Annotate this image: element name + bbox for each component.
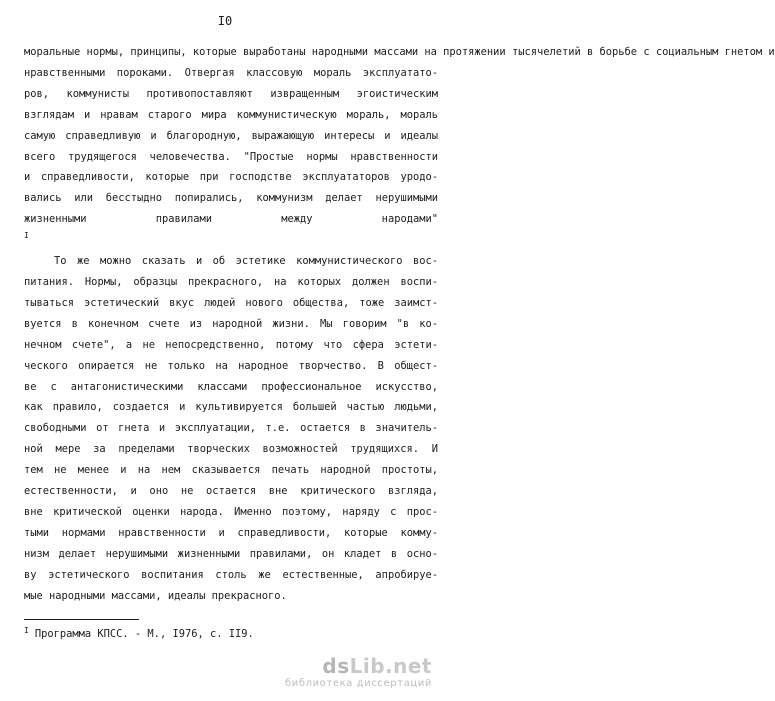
text-line: как правило, создается и культивируется большей частью людьми,: [24, 401, 438, 414]
footnote-text: Программа КПСС. - М., I976, с. II9.: [34, 628, 254, 640]
footnote-marker: I: [24, 626, 29, 635]
text-line: ческого опирается не только на народное творчество. В общест-: [24, 359, 438, 372]
text-line: вне критической оценки народа. Именно поэтому, наряду с прос-: [24, 505, 438, 518]
text-line: тем не менее и на нем сказывается печать народной простоты,: [24, 464, 438, 477]
text-line: самую справедливую и благородную, выражающую интересы и идеалы: [24, 129, 438, 142]
page-number: I0: [217, 14, 233, 28]
text-line: питания. Нормы, образцы прекрасного, на которых должен воспи-: [24, 275, 438, 288]
text-line: ной мере за пределами творческих возможностей трудящихся. И: [24, 443, 438, 456]
footnote: [24, 626, 254, 642]
text-line: вуется в конечном счете из народной жизни. Мы говорим "в ко-: [24, 317, 438, 330]
footnote-reference: I: [24, 231, 29, 241]
text-line: ве с антагонистическими классами профессиональное искусство,: [24, 380, 438, 393]
text-line: низм делает нерушимыми жизненными правилами, он кладет в осно-: [24, 547, 438, 560]
watermark-logo: dsLib.net: [322, 654, 432, 678]
text-line: ву эстетического воспитания столь же естественные, апробируе-: [24, 568, 438, 581]
text-line: нравственными пороками. Отвергая классовую мораль эксплуатато-: [24, 66, 438, 79]
text-line-last: [24, 230, 438, 251]
watermark: [285, 656, 432, 689]
watermark-subtitle: библиотека диссертаций: [284, 678, 432, 689]
text-line: естественности, и оно не остается вне критического взгляда,: [24, 485, 438, 498]
text-line: взглядам и нравам старого мира коммунистическую мораль, мораль: [24, 108, 438, 121]
text-line: нечном счете", а не непосредственно, потому что сфера эстети-: [24, 338, 438, 351]
text-line: тыми нормами нравственности и справедливости, которые комму-: [24, 526, 438, 539]
text-line: вались или бесстыдно попирались, коммунизм делает нерушимыми: [24, 192, 438, 205]
text-line: ров, коммунисты противопоставляют извращенным эгоистическим: [24, 87, 438, 100]
text-line: жизненными правилами между народами": [24, 213, 438, 226]
body-text: [24, 42, 775, 606]
text-line-last: мые народными массами, идеалы прекрасного.: [24, 589, 287, 602]
text-line: всего трудящегося человечества. "Простые нормы нравственности: [24, 150, 438, 163]
text-line: и справедливости, которые при господстве эксплуататоров уродо-: [24, 171, 438, 184]
footnote-divider: [24, 619, 139, 620]
text-line: тываться эстетический вкус людей нового общества, тоже заимст-: [24, 296, 438, 309]
paragraph-start-line: То же можно сказать и об эстетике коммунистического вос-: [54, 255, 438, 268]
text-line: моральные нормы, принципы, которые выработаны народными массами на протяжении тысячелетий в борьбе с социальным гнетом и: [24, 46, 775, 58]
text-line: свободными от гнета и эксплуатации, т.е. остается в значитель-: [24, 422, 438, 435]
